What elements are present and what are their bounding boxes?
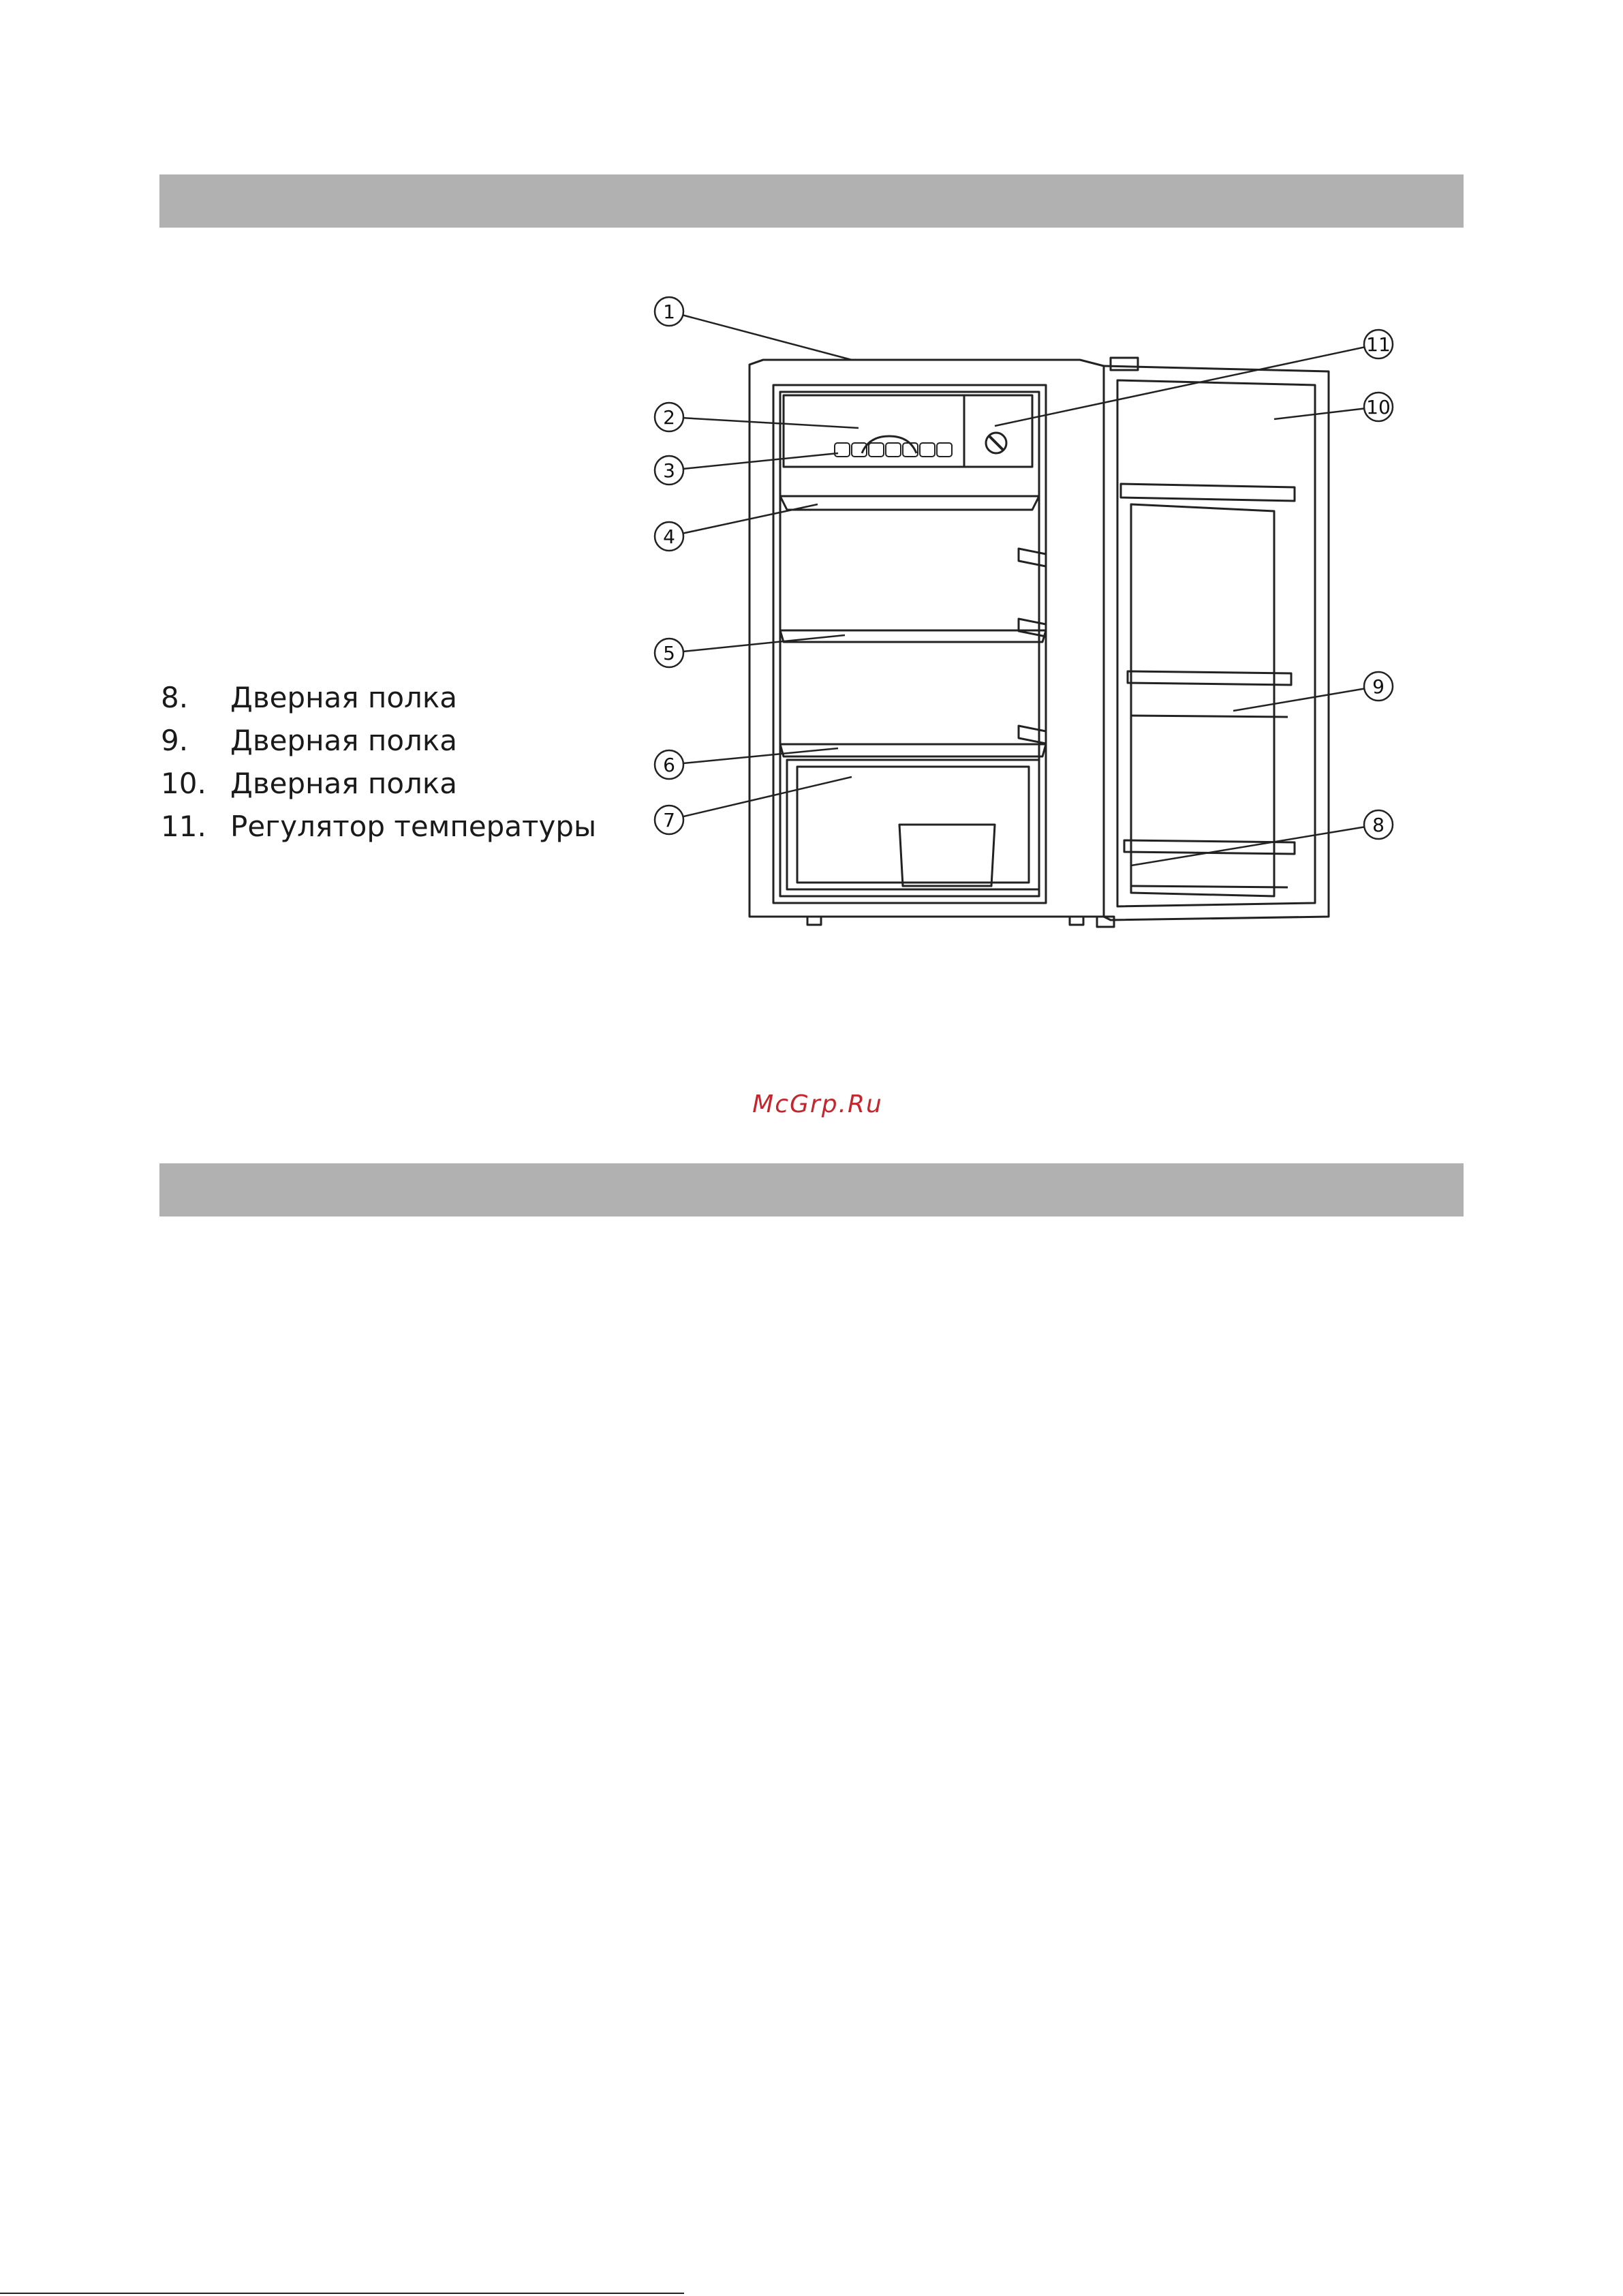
watermark: McGrp.Ru: [752, 1090, 883, 1118]
list-item: [161, 719, 638, 762]
callout-5-label: 5: [663, 642, 675, 664]
callout-2-label: 2: [663, 406, 675, 429]
callout-3-label: 3: [663, 459, 675, 482]
callout-4: [655, 522, 683, 551]
callout-2: [655, 403, 683, 431]
part-label: Регулятор температуры: [230, 810, 597, 843]
list-item: [161, 762, 638, 805]
callout-4-label: 4: [663, 525, 675, 548]
part-label: Дверная полка: [230, 767, 457, 800]
callout-9: [1364, 672, 1393, 701]
part-label: Дверная полка: [230, 724, 457, 757]
callout-8: [1364, 810, 1393, 839]
callout-11: [1364, 330, 1393, 358]
callout-11-label: 11: [1366, 333, 1391, 356]
part-number: 11.: [161, 810, 206, 843]
thermostat-knob-icon: [986, 433, 1006, 453]
parts-list: [161, 676, 638, 848]
callout-6-label: 6: [663, 754, 675, 776]
callout-1-label: 1: [663, 301, 675, 323]
callout-1: [655, 297, 683, 326]
callout-7-label: 7: [663, 809, 675, 831]
callout-6: [655, 750, 683, 779]
callout-8-label: 8: [1372, 814, 1385, 836]
list-item: [161, 676, 638, 719]
callout-7: [655, 806, 683, 834]
section-header-band-top: [159, 174, 1464, 228]
list-item: [161, 805, 638, 848]
part-label: Дверная полка: [230, 681, 457, 714]
footer-divider: [0, 2293, 684, 2294]
refrigerator-line-art: [749, 358, 1329, 927]
callout-9-label: 9: [1372, 675, 1385, 698]
callout-10: [1364, 393, 1393, 421]
section-header-band-bottom: [159, 1163, 1464, 1216]
part-number: 9.: [161, 724, 189, 757]
refrigerator-diagram: [640, 279, 1444, 947]
part-number: 8.: [161, 681, 189, 714]
callout-5: [655, 639, 683, 667]
callout-10-label: 10: [1366, 396, 1391, 418]
part-number: 10.: [161, 767, 206, 800]
callout-3: [655, 456, 683, 485]
